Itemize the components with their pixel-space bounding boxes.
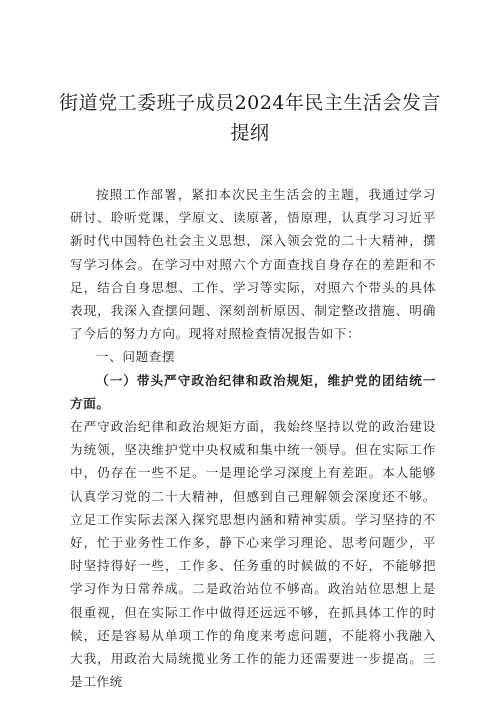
section-heading-problems: 一、问题查摆 [96,349,176,365]
document-title-line-2: 提纲 [230,122,270,144]
subsection-heading-political-discipline: （一）带头严守政治纪律和政治规矩，维护党的团结统一方面。 [70,372,436,411]
intro-paragraph: 按照工作部署，紧扣本次民主生活会的主题，我通过学习研讨、聆听党课，学原文、读原著，悟原理，认真学习习近平新时代中国特色社会主义思想，深入领会党的二十大精神，撰写学习体会。在学习中对照六个方面查找自身存在的差距和不足，结合自身思想、工作、学习等实际，对照六个带头的具体表现，我深入查摆问题、深刻剖析原因、制定整改措施、明确了今后的努力方向。现将对照检查情况报告如下： [70,187,436,342]
document-body [70,183,436,693]
subsection-body-political-discipline: 在严守政治纪律和政治规矩方面，我始终坚持以党的政治建设为统领，坚决维护党中央权威和集中统一领导。但在实际工作中，仍存在一些不足。一是理论学习深度上有差距。本人能够认真学习党的二十大精神，但感到自己理解领会深度还不够。立足工作实际去深入探究思想内涵和精神实质。学习坚持的不好，忙于业务性工作多，静下心来学习理论、思考问题少，平时坚持得好一些，工作多、任务重的时候做的不好，不能够把学习作为日常养成。二是政治站位不够高。政治站位思想上是很重视，但在实际工作中做得还远远不够，在抓具体工作的时候，还是容易从单项工作的角度来考虑问题，不能将小我融入大我，用政治大局统揽业务工作的能力还需要进一步提高。三是工作统 [70,419,436,690]
document-title-line-1: 街道党工委班子成员2024年民主生活会发言 [59,92,441,114]
